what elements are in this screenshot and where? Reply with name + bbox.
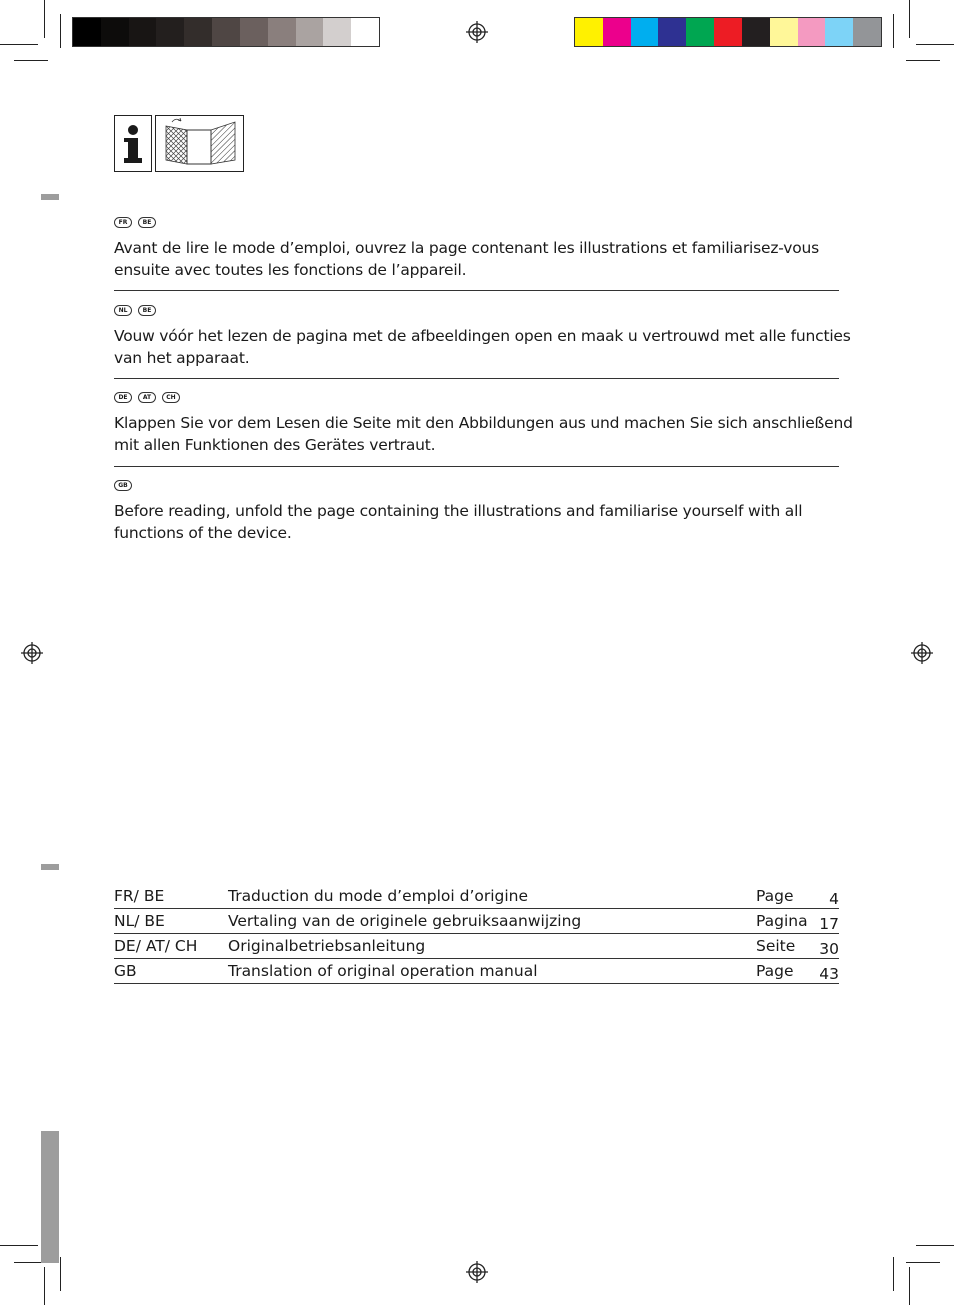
color-swatch (631, 18, 659, 46)
toc-language-code: GB (114, 962, 137, 980)
table-of-contents (114, 884, 839, 984)
grayscale-calibration-bar (72, 17, 380, 47)
toc-title: Vertaling van de originele gebruiksaanwijzing (228, 912, 582, 930)
crop-mark (44, 0, 45, 38)
color-swatch (73, 18, 101, 46)
instruction-text: Avant de lire le mode d’emploi, ouvrez la page contenant les illustrations et familiarisez-vous ensuite avec toutes les fonctions de l’appareil. (114, 239, 819, 279)
crop-mark (0, 44, 38, 45)
toc-title: Traduction du mode d’emploi d’origine (228, 887, 529, 905)
instruction-text: Before reading, unfold the page containing the illustrations and familiarise yourself with all functions of the device. (114, 502, 803, 542)
color-swatch (742, 18, 770, 46)
color-calibration-bar (574, 17, 882, 47)
color-swatch (825, 18, 853, 46)
color-swatch (212, 18, 240, 46)
toc-page-number: 17 (819, 915, 839, 933)
language-badges (114, 305, 874, 317)
color-swatch (240, 18, 268, 46)
section-divider (114, 290, 839, 291)
crop-mark (60, 14, 61, 48)
crop-mark (916, 1245, 954, 1246)
crop-mark (909, 0, 910, 38)
side-tab (41, 1131, 59, 1263)
section-de-at-ch (114, 392, 874, 456)
language-badge: CH (162, 392, 180, 403)
crop-mark (44, 1267, 45, 1305)
crop-mark (906, 60, 940, 61)
language-badge: BE (138, 305, 156, 316)
toc-language-code: DE/ AT/ CH (114, 937, 198, 955)
language-badge: FR (114, 217, 132, 228)
crop-mark (14, 60, 48, 61)
color-swatch (129, 18, 157, 46)
crop-mark (0, 1245, 38, 1246)
crop-mark (893, 1257, 894, 1291)
color-swatch (101, 18, 129, 46)
crop-mark (916, 44, 954, 45)
color-swatch (770, 18, 798, 46)
toc-page-label: Page (756, 962, 794, 980)
crop-mark (60, 1257, 61, 1291)
toc-language-code: FR/ BE (114, 887, 165, 905)
color-swatch (268, 18, 296, 46)
language-badge: GB (114, 480, 132, 491)
section-nl-be (114, 305, 874, 369)
instruction-text: Klappen Sie vor dem Lesen die Seite mit den Abbildungen aus und machen Sie sich anschließend mit allen Funktionen des Gerätes vertraut. (114, 414, 853, 454)
toc-page-number: 30 (819, 940, 839, 958)
toc-page-number: 4 (829, 890, 839, 908)
color-swatch (798, 18, 826, 46)
language-badge: AT (138, 392, 156, 403)
language-badge: NL (114, 305, 132, 316)
language-badge: BE (138, 217, 156, 228)
toc-row (114, 909, 839, 934)
color-swatch (156, 18, 184, 46)
toc-page-number: 43 (819, 965, 839, 983)
info-icon (114, 115, 152, 172)
toc-page-label: Page (756, 887, 794, 905)
color-swatch (575, 18, 603, 46)
registration-mark-icon (911, 642, 933, 664)
registration-mark-icon (21, 642, 43, 664)
color-swatch (658, 18, 686, 46)
toc-row (114, 959, 839, 984)
crop-mark (893, 14, 894, 48)
side-marker (41, 864, 59, 870)
color-swatch (603, 18, 631, 46)
instruction-text: Vouw vóór het lezen de pagina met de afbeeldingen open en maak u vertrouwd met alle functies van het apparaat. (114, 327, 851, 367)
registration-mark-icon (466, 1261, 488, 1283)
side-marker (41, 194, 59, 200)
toc-row (114, 884, 839, 909)
toc-title: Translation of original operation manual (228, 962, 538, 980)
language-badges (114, 217, 874, 229)
toc-page-label: Seite (756, 937, 796, 955)
section-gb (114, 480, 874, 544)
fold-out-page-icon (155, 115, 244, 172)
toc-page-label: Pagina (756, 912, 808, 930)
color-swatch (686, 18, 714, 46)
language-badges (114, 480, 874, 492)
color-swatch (323, 18, 351, 46)
crop-mark (906, 1262, 940, 1263)
section-fr-be (114, 217, 874, 281)
language-badge: DE (114, 392, 132, 403)
section-divider (114, 466, 839, 467)
color-swatch (714, 18, 742, 46)
toc-title: Originalbetriebsanleitung (228, 937, 426, 955)
color-swatch (351, 18, 379, 46)
toc-language-code: NL/ BE (114, 912, 165, 930)
crop-mark (909, 1267, 910, 1305)
toc-row (114, 934, 839, 959)
registration-mark-icon (466, 21, 488, 43)
section-divider (114, 378, 839, 379)
language-badges (114, 392, 874, 404)
color-swatch (853, 18, 881, 46)
color-swatch (184, 18, 212, 46)
color-swatch (296, 18, 324, 46)
